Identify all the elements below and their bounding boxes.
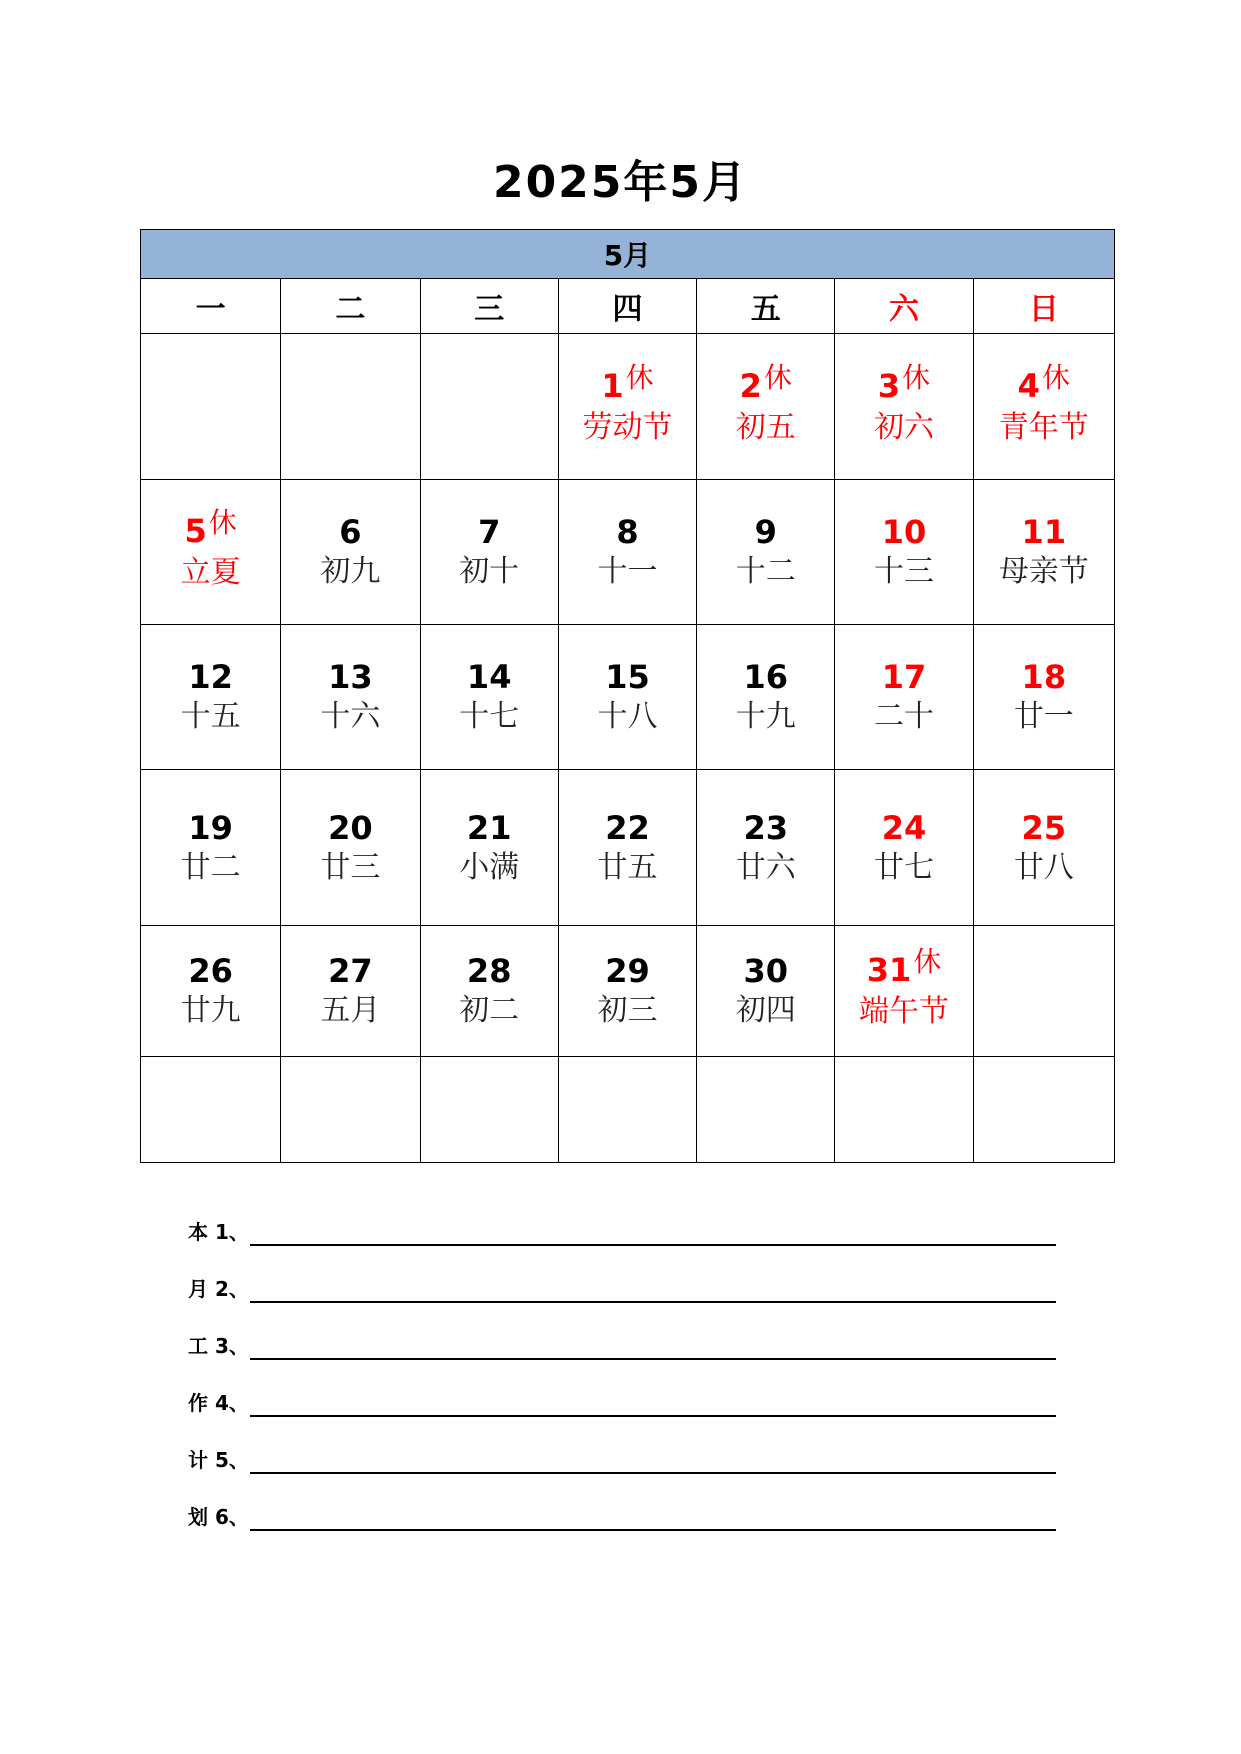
day-cell	[558, 480, 696, 625]
page-title: 2025年5月	[492, 157, 749, 208]
empty-cell	[973, 926, 1114, 1057]
day-cell	[835, 480, 973, 625]
day-number	[697, 808, 834, 848]
day-cell	[697, 926, 835, 1057]
lunar-date: 初三	[597, 993, 658, 1028]
lunar-date: 初二	[459, 993, 520, 1028]
week-row	[141, 625, 1115, 770]
empty-cell	[558, 1057, 696, 1163]
day-number	[697, 951, 834, 991]
empty-cell	[973, 1057, 1114, 1163]
day-cell	[281, 480, 420, 625]
weekday-fri: 五	[697, 279, 835, 334]
lunar-date: 十九	[735, 699, 796, 734]
day-number-text: 6	[339, 513, 362, 551]
holiday-rest-mark: 休	[902, 360, 931, 394]
lunar-date: 十五	[180, 699, 241, 734]
plan-label: 月 2、	[188, 1277, 249, 1301]
plan-underline	[250, 1301, 1056, 1303]
day-number	[141, 657, 280, 697]
lunar-date: 端午节	[858, 994, 949, 1029]
empty-cell	[281, 334, 420, 480]
day-number	[421, 657, 558, 697]
empty-cell	[281, 1057, 420, 1163]
day-cell	[141, 625, 281, 770]
lunar-date: 立夏	[180, 555, 241, 590]
day-cell	[835, 770, 973, 926]
day-cell	[420, 625, 558, 770]
day-number-text: 15	[605, 658, 650, 696]
day-cell	[558, 625, 696, 770]
day-cell	[973, 334, 1114, 480]
calendar-weeks	[141, 334, 1115, 1163]
week-row	[141, 334, 1115, 480]
weekday-header-row	[141, 279, 1115, 334]
day-cell	[697, 770, 835, 926]
work-plan-list	[188, 1218, 1058, 1560]
day-number	[835, 657, 972, 697]
day-number	[281, 808, 419, 848]
empty-cell	[141, 1057, 281, 1163]
day-number	[974, 657, 1114, 697]
weekday-mon: 一	[141, 279, 281, 334]
lunar-date: 廿五	[597, 849, 658, 885]
day-number-text: 27	[328, 952, 373, 990]
day-number	[697, 657, 834, 697]
day-number-text: 8	[616, 513, 639, 551]
lunar-date: 廿三	[320, 849, 381, 885]
day-number	[974, 512, 1114, 552]
lunar-date: 五月	[320, 993, 381, 1028]
day-number-text: 28	[466, 952, 512, 990]
day-number-text: 31	[866, 951, 912, 989]
lunar-date: 初五	[735, 409, 796, 445]
day-number-text: 24	[881, 808, 927, 847]
lunar-date: 廿六	[735, 849, 796, 885]
weekday-sat: 六	[835, 279, 973, 334]
empty-cell	[420, 1057, 558, 1163]
month-header-row	[141, 230, 1115, 279]
plan-label: 本 1、	[188, 1220, 249, 1244]
day-number-text: 5	[184, 512, 207, 550]
holiday-rest-mark: 休	[625, 360, 654, 394]
day-number	[835, 808, 972, 848]
lunar-date: 十一	[597, 554, 658, 589]
day-number	[835, 360, 972, 408]
day-cell	[141, 480, 281, 625]
lunar-date: 劳动节	[582, 409, 673, 445]
day-number-text: 11	[1021, 513, 1067, 551]
day-number-text: 16	[743, 658, 788, 696]
day-number	[421, 808, 558, 848]
empty-cell	[697, 1057, 835, 1163]
day-number-text: 20	[328, 808, 373, 847]
plan-underline	[250, 1472, 1056, 1474]
lunar-date: 母亲节	[998, 554, 1089, 589]
day-number-text: 1	[601, 366, 624, 405]
day-cell	[420, 926, 558, 1057]
plan-line	[188, 1218, 1058, 1275]
day-number-text: 26	[188, 952, 233, 990]
month-header: 5月	[141, 230, 1115, 279]
day-number	[974, 360, 1114, 408]
lunar-date: 廿八	[1013, 849, 1074, 885]
plan-label: 计 5、	[188, 1448, 249, 1472]
day-number-text: 13	[328, 658, 373, 696]
lunar-date: 十八	[597, 699, 658, 734]
plan-underline	[250, 1358, 1056, 1360]
day-cell	[697, 480, 835, 625]
plan-underline	[250, 1529, 1056, 1531]
day-cell	[558, 770, 696, 926]
day-number	[141, 808, 280, 848]
day-number-text: 7	[478, 513, 501, 551]
day-cell	[558, 926, 696, 1057]
day-number	[559, 512, 696, 552]
day-cell	[281, 625, 420, 770]
plan-label: 作 4、	[188, 1391, 249, 1415]
lunar-date: 十六	[320, 699, 381, 734]
day-number	[559, 808, 696, 848]
week-row	[141, 1057, 1115, 1163]
plan-underline	[250, 1415, 1056, 1417]
lunar-date: 小满	[459, 849, 520, 885]
weekday-thu: 四	[558, 279, 696, 334]
day-number	[559, 951, 696, 991]
day-number	[421, 512, 558, 552]
lunar-date: 廿一	[1013, 699, 1074, 734]
day-number-text: 21	[466, 808, 512, 847]
day-number-text: 4	[1017, 366, 1040, 405]
day-number	[141, 951, 280, 991]
lunar-date: 初六	[873, 409, 934, 445]
day-number-text: 12	[188, 658, 233, 696]
plan-line	[188, 1503, 1058, 1560]
day-number-text: 30	[743, 952, 788, 990]
day-number-text: 19	[188, 808, 233, 847]
day-number	[697, 360, 834, 408]
lunar-date: 青年节	[998, 409, 1089, 445]
day-cell	[835, 926, 973, 1057]
lunar-date: 初九	[320, 554, 381, 589]
day-number	[281, 512, 419, 552]
day-number-text: 2	[739, 366, 762, 405]
empty-cell	[835, 1057, 973, 1163]
lunar-date: 廿七	[873, 849, 934, 885]
lunar-date: 初四	[735, 993, 796, 1028]
day-number-text: 29	[605, 952, 650, 990]
day-number-text: 25	[1021, 808, 1067, 847]
lunar-date: 二十	[873, 699, 934, 734]
day-cell	[558, 334, 696, 480]
day-number	[697, 512, 834, 552]
lunar-date: 廿二	[180, 849, 241, 885]
day-number	[974, 808, 1114, 848]
lunar-date: 十七	[459, 699, 520, 734]
day-number-text: 18	[1021, 658, 1067, 696]
empty-cell	[141, 334, 281, 480]
day-cell	[281, 770, 420, 926]
holiday-rest-mark: 休	[763, 360, 792, 394]
day-number-text: 3	[877, 366, 901, 405]
lunar-date: 廿九	[180, 993, 241, 1028]
plan-label: 工 3、	[188, 1334, 249, 1358]
lunar-date: 初十	[459, 554, 520, 589]
holiday-rest-mark: 休	[913, 945, 942, 978]
day-cell	[420, 770, 558, 926]
day-cell	[141, 770, 281, 926]
day-cell	[973, 480, 1114, 625]
day-cell	[141, 926, 281, 1057]
day-cell	[420, 480, 558, 625]
day-number	[281, 951, 419, 991]
plan-line	[188, 1446, 1058, 1503]
day-number-text: 14	[466, 658, 512, 696]
day-number	[559, 657, 696, 697]
day-number	[559, 360, 696, 408]
weekday-sun: 日	[973, 279, 1114, 334]
day-number	[835, 945, 972, 992]
day-cell	[973, 770, 1114, 926]
holiday-rest-mark: 休	[1041, 360, 1070, 394]
week-row	[141, 480, 1115, 625]
day-cell	[835, 334, 973, 480]
lunar-date: 十二	[735, 554, 796, 589]
week-row	[141, 926, 1115, 1057]
day-number-text: 22	[605, 808, 650, 847]
plan-label: 划 6、	[188, 1505, 249, 1529]
day-number-text: 9	[754, 513, 777, 551]
day-number-text: 10	[881, 513, 927, 551]
day-cell	[973, 625, 1114, 770]
lunar-date: 十三	[873, 554, 934, 589]
day-cell	[697, 625, 835, 770]
day-number-text: 17	[881, 658, 927, 696]
day-number	[141, 506, 280, 553]
holiday-rest-mark: 休	[208, 506, 237, 539]
plan-underline	[250, 1244, 1056, 1246]
plan-line	[188, 1275, 1058, 1332]
calendar-table	[140, 229, 1115, 1163]
weekday-tue: 二	[281, 279, 420, 334]
day-number	[835, 512, 972, 552]
day-number	[281, 657, 419, 697]
plan-line	[188, 1389, 1058, 1446]
day-cell	[835, 625, 973, 770]
day-number-text: 23	[743, 808, 788, 847]
weekday-wed: 三	[420, 279, 558, 334]
day-cell	[697, 334, 835, 480]
day-cell	[281, 926, 420, 1057]
week-row	[141, 770, 1115, 926]
empty-cell	[420, 334, 558, 480]
plan-line	[188, 1332, 1058, 1389]
day-number	[421, 951, 558, 991]
